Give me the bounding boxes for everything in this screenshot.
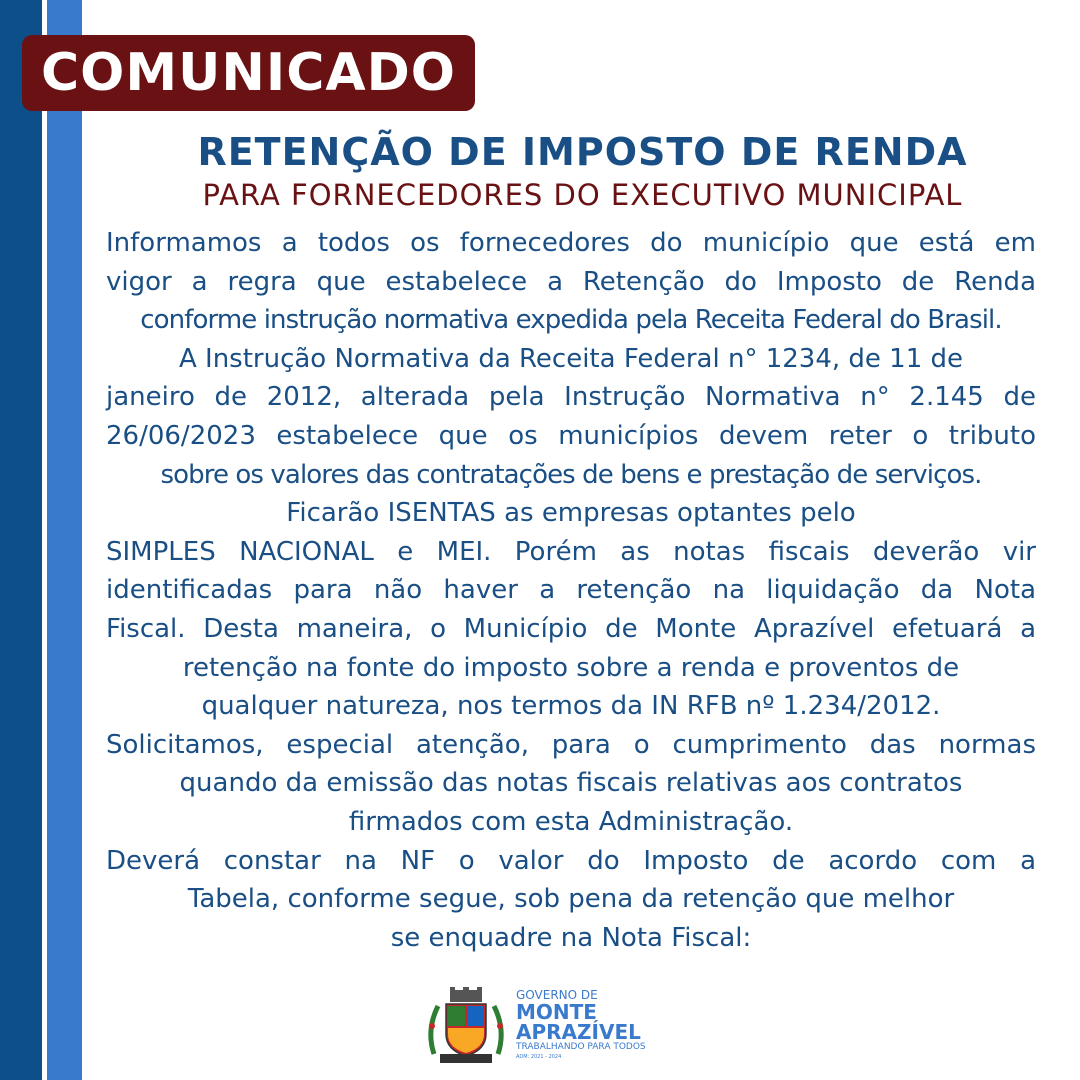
notice-body [106,224,1036,957]
body-line: Tabela, conforme segue, sob pena da retenção que melhor [187,884,955,915]
left-stripe-light [47,0,82,1080]
body-line: quando da emissão das notas fiscais relativas aos contratos [179,768,963,799]
logo-city-line2: APRAZÍVEL [516,1020,641,1044]
body-line: vigor a regra que estabelece a Retenção do Imposto de Renda [106,266,1036,297]
body-line: Deverá constar na NF o valor do Imposto de acordo com a [106,845,1036,876]
body-line: se enquadre na Nota Fiscal: [390,922,752,953]
body-line: Ficarão ISENTAS as empresas optantes pelo [286,498,856,529]
coat-of-arms-icon [424,986,508,1066]
logo-term: ADM: 2021 - 2024 [516,1054,562,1060]
body-line: qualquer natureza, nos termos da IN RFB nº 1.234/2012. [201,691,941,722]
body-line: conforme instrução normativa expedida pela Receita Federal do Brasil. [140,305,1002,336]
municipal-logo [424,986,664,1066]
logo-slogan: TRABALHANDO PARA TODOS [516,1042,646,1052]
body-line: 26/06/2023 estabelece que os municípios devem reter o tributo [106,420,1036,451]
body-line: sobre os valores das contratações de bens e prestação de serviços. [160,459,982,490]
body-line: Solicitamos, especial atenção, para o cumprimento das normas [106,729,1036,760]
body-line: Informamos a todos os fornecedores do município que está em [106,228,1036,258]
body-line: SIMPLES NACIONAL e MEI. Porém as notas fiscais deverão vir [106,536,1036,567]
logo-government-text: GOVERNO DE [516,988,598,1002]
body-line: firmados com esta Administração. [348,806,794,837]
body-line: A Instrução Normativa da Receita Federal n° 1234, de 11 de [178,343,964,374]
badge-label: COMUNICADO [41,43,456,103]
body-line: Fiscal. Desta maneira, o Município de Monte Aprazível efetuará a [106,613,1036,644]
page-subtitle: PARA FORNECEDORES DO EXECUTIVO MUNICIPAL [202,178,963,212]
comunicado-badge [22,35,475,111]
body-line: identificadas para não haver a retenção na liquidação da Nota [106,575,1036,606]
left-stripe-dark [0,0,42,1080]
body-line: janeiro de 2012, alterada pela Instrução Normativa n° 2.145 de [106,382,1036,413]
logo-city-line1: MONTE [516,1000,597,1024]
body-line: retenção na fonte do imposto sobre a renda e proventos de [182,652,960,683]
page-title: RETENÇÃO DE IMPOSTO DE RENDA [197,130,968,174]
